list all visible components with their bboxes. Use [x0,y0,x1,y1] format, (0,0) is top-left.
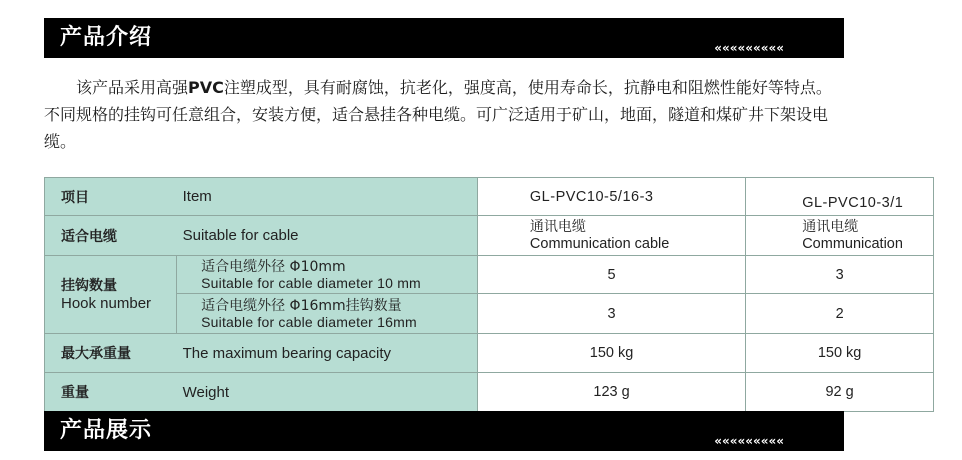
table-row-hook-16mm [45,294,934,334]
row-label-cn: 适合电缆 [45,216,177,256]
model-name: GL-PVC10-3/1 [746,178,934,216]
intro-text-1: 该产品采用高强 [76,78,189,97]
hook-sub-label-10mm [177,256,478,294]
table-row-hook-10mm [45,256,934,294]
cable-type-cell [746,216,934,256]
row-label-cn: 项目 [45,178,177,216]
spec-table [44,177,934,412]
table-row-cable [45,216,934,256]
weight-value: 92 g [746,373,934,412]
double-chevron-left-icons: ««««««««« [714,41,784,55]
row-label-en: Suitable for cable [177,216,478,256]
model-name: GL-PVC10-5/16-3 [477,178,745,216]
weight-value: 123 g [477,373,745,412]
cable-type-cn: 通讯电缆 [529,218,586,235]
section-title-intro: 产品介绍 [60,24,153,50]
section-header-display [44,411,844,451]
hook-sub-label-cn: 适合电缆外径 Φ10mm [201,258,346,275]
double-chevron-left-icons: ««««««««« [714,434,784,448]
cable-type-en: Communication cable [529,235,670,252]
row-label-cn: 最大承重量 [45,334,177,373]
table-row-item [45,178,934,216]
cable-type-cn: 通讯电缆 [802,218,859,235]
hook-sub-label-en: Suitable for cable diameter 10 mm [201,274,421,291]
section-title-display: 产品展示 [60,417,153,443]
hook-number-cn: 挂钩数量 [61,277,117,294]
hook-count: 5 [477,256,745,294]
table-row-capacity [45,334,934,373]
row-label-en: Weight [177,373,478,412]
capacity-value: 150 kg [477,334,745,373]
hook-number-label [45,256,177,334]
row-label-en: The maximum bearing capacity [177,334,478,373]
intro-text-2: 注塑成型，具有耐腐蚀，抗老化，强度高，使用寿命长，抗静电和阻燃性能好等特点。不同规格的挂钩可任意组合，安装方便，适合悬挂各种电缆。可广泛适用于矿山，地面，隧道和煤矿井下架设电缆。 [44,78,832,151]
hook-number-en: Hook number [61,294,152,312]
hook-count: 3 [477,294,745,334]
cable-type-en: Communication [802,235,903,252]
hook-count: 2 [746,294,934,334]
hook-sub-label-en: Suitable for cable diameter 16mm [201,313,417,330]
hook-sub-label-16mm [177,294,478,334]
hook-count: 3 [746,256,934,294]
intro-text-bold: PVC [188,78,224,97]
cable-type-cell [477,216,745,256]
hook-sub-label-cn: 适合电缆外径 Φ16mm挂钩数量 [201,297,402,314]
row-label-en: Item [177,178,478,216]
capacity-value: 150 kg [746,334,934,373]
row-label-cn: 重量 [45,373,177,412]
table-row-weight [45,373,934,412]
